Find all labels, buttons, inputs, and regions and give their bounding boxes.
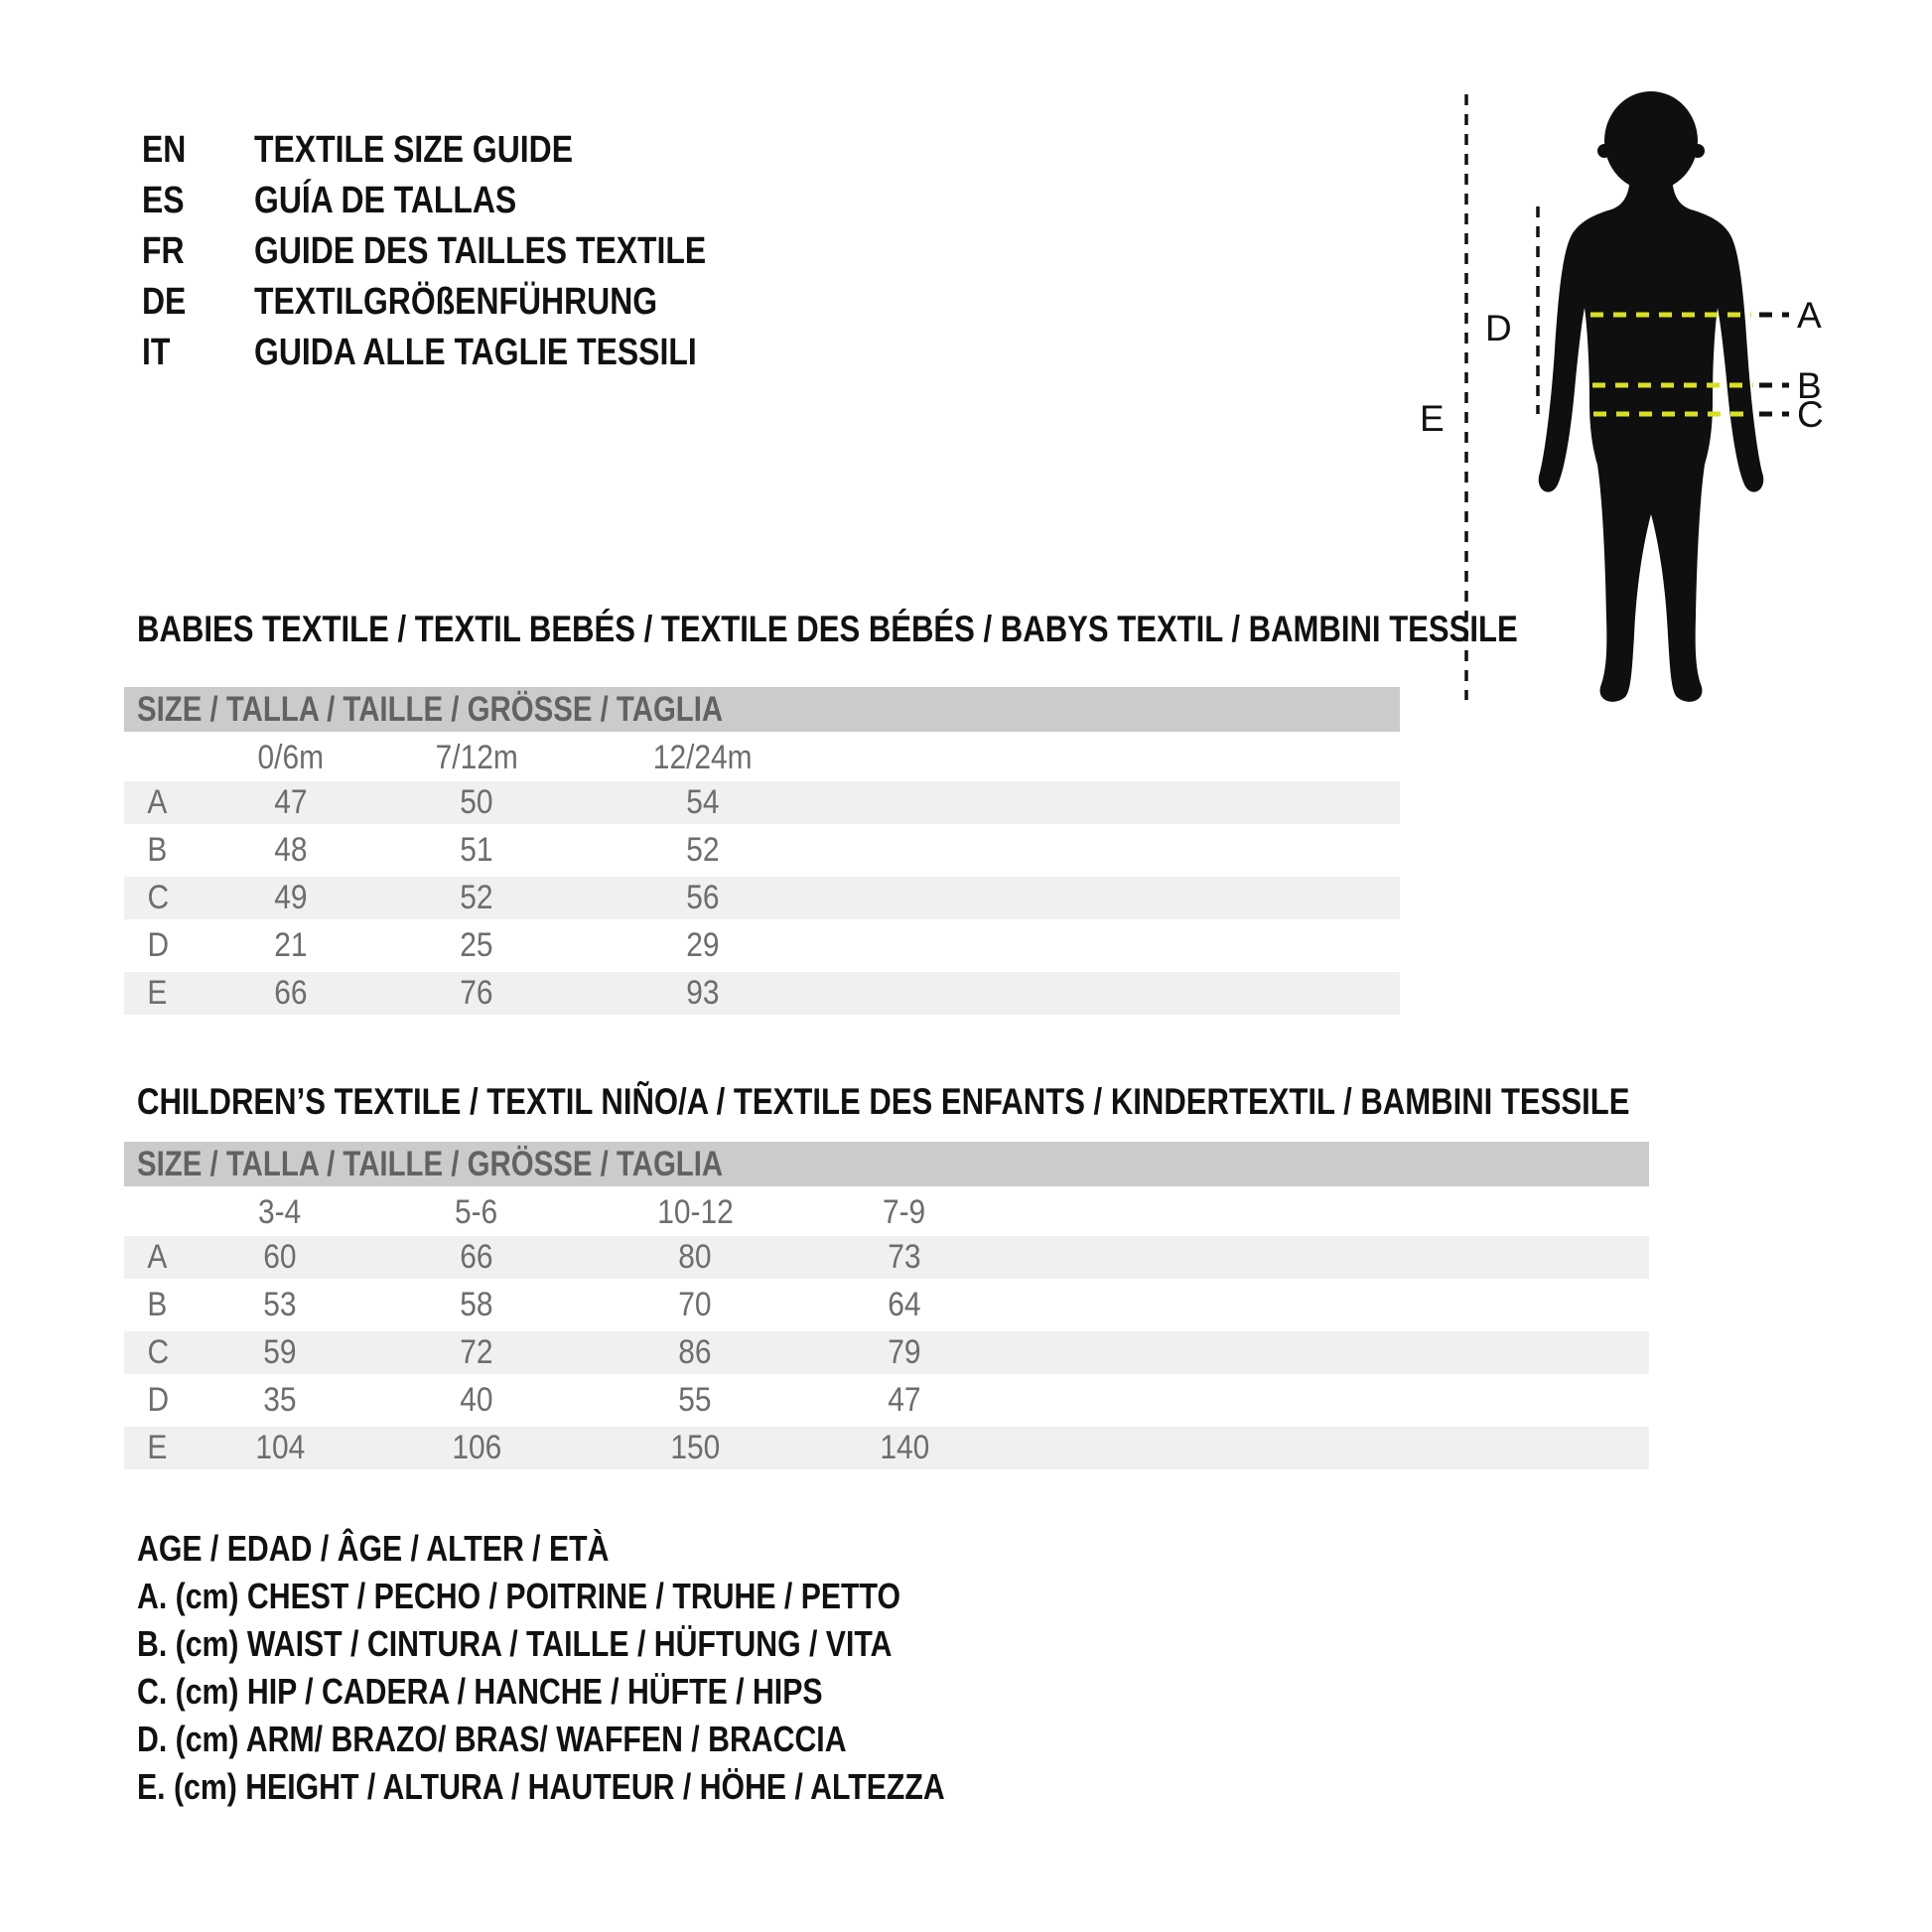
row-label: A <box>147 783 168 821</box>
cell-value: 140 <box>880 1429 929 1466</box>
cell-value: 73 <box>888 1238 921 1276</box>
cell-value: 86 <box>678 1333 712 1371</box>
language-label: GUIDA ALLE TAGLIE TESSILI <box>254 332 697 373</box>
figure-label-c: C <box>1797 394 1824 435</box>
measurement-legend <box>137 1525 1099 1811</box>
column-header: 12/24m <box>653 738 753 776</box>
cell-value: 47 <box>888 1381 921 1419</box>
language-row <box>142 125 792 176</box>
row-label: B <box>147 1286 168 1323</box>
babies-column-headers <box>124 734 1400 781</box>
cell-value: 29 <box>686 926 720 964</box>
cell-value: 66 <box>274 974 308 1012</box>
cell-value: 72 <box>460 1333 493 1371</box>
row-label: E <box>147 974 168 1012</box>
cell-value: 53 <box>263 1286 297 1323</box>
cell-value: 66 <box>460 1238 493 1276</box>
legend-line-age: AGE / EDAD / ÂGE / ALTER / ETÀ <box>137 1528 610 1569</box>
cell-value: 80 <box>678 1238 712 1276</box>
children-size-header-bar: SIZE / TALLA / TAILLE / GRÖSSE / TAGLIA <box>124 1142 1649 1186</box>
cell-value: 52 <box>686 831 720 869</box>
cell-value: 48 <box>274 831 308 869</box>
cell-value: 70 <box>678 1286 712 1323</box>
babies-table-row <box>124 924 1400 967</box>
cell-value: 93 <box>686 974 720 1012</box>
column-header: 7-9 <box>883 1192 926 1231</box>
cell-value: 106 <box>452 1429 501 1466</box>
column-header: 0/6m <box>257 738 325 776</box>
babies-size-header-bar: SIZE / TALLA / TAILLE / GRÖSSE / TAGLIA <box>124 687 1400 732</box>
children-table-row <box>124 1331 1649 1374</box>
cell-value: 47 <box>274 783 308 821</box>
cell-value: 55 <box>678 1381 712 1419</box>
row-label: D <box>147 926 170 964</box>
children-table-row <box>124 1427 1649 1469</box>
cell-value: 104 <box>255 1429 305 1466</box>
language-code: EN <box>142 129 187 171</box>
cell-value: 58 <box>460 1286 493 1323</box>
column-header: 7/12m <box>435 738 518 776</box>
legend-line-hip: C. (cm) HIP / CADERA / HANCHE / HÜFTE / HIPS <box>137 1671 823 1712</box>
cell-value: 59 <box>263 1333 297 1371</box>
babies-table-row <box>124 972 1400 1015</box>
figure-label-b: B <box>1797 365 1822 406</box>
row-label: E <box>147 1429 168 1466</box>
figure-label-e: E <box>1420 398 1445 439</box>
language-label: GUÍA DE TALLAS <box>254 180 517 221</box>
cell-value: 64 <box>888 1286 921 1323</box>
cell-value: 49 <box>274 879 308 916</box>
language-row <box>142 226 792 277</box>
cell-value: 150 <box>670 1429 720 1466</box>
legend-line-chest: A. (cm) CHEST / PECHO / POITRINE / TRUHE / PETTO <box>137 1576 900 1616</box>
figure-label-d: D <box>1485 308 1512 348</box>
babies-table-row <box>124 877 1400 919</box>
language-row <box>142 328 792 378</box>
cell-value: 51 <box>460 831 493 869</box>
cell-value: 76 <box>460 974 493 1012</box>
babies-table-row <box>124 781 1400 824</box>
legend-line-arm: D. (cm) ARM/ BRAZO/ BRAS/ WAFFEN / BRACCIA <box>137 1719 847 1759</box>
language-row <box>142 277 792 328</box>
language-code: ES <box>142 180 185 221</box>
language-row <box>142 176 792 226</box>
children-column-headers <box>124 1188 1649 1236</box>
babies-size-table <box>124 687 1400 1020</box>
legend-line-waist: B. (cm) WAIST / CINTURA / TAILLE / HÜFTUNG / VITA <box>137 1623 893 1664</box>
row-label: B <box>147 831 168 869</box>
cell-value: 54 <box>686 783 720 821</box>
column-header: 3-4 <box>258 1192 302 1231</box>
column-header-empty <box>124 1188 202 1236</box>
babies-table-row <box>124 829 1400 872</box>
language-label: GUIDE DES TAILLES TEXTILE <box>254 230 707 272</box>
row-label: C <box>147 1333 170 1371</box>
babies-section-title: BABIES TEXTILE / TEXTIL BEBÉS / TEXTILE DES BÉBÉS / BABYS TEXTIL / BAMBINI TESSILE <box>137 609 1518 649</box>
cell-value: 56 <box>686 879 720 916</box>
children-size-table <box>124 1142 1649 1474</box>
column-header: 5-6 <box>455 1192 498 1231</box>
figure-label-a: A <box>1797 295 1822 336</box>
cell-value: 35 <box>263 1381 297 1419</box>
cell-value: 40 <box>460 1381 493 1419</box>
row-label: C <box>147 879 170 916</box>
cell-value: 21 <box>274 926 308 964</box>
legend-line-height: E. (cm) HEIGHT / ALTURA / HAUTEUR / HÖHE / ALTEZZA <box>137 1766 945 1807</box>
children-table-row <box>124 1284 1649 1326</box>
language-code: FR <box>142 230 185 272</box>
cell-value: 50 <box>460 783 493 821</box>
language-label: TEXTILE SIZE GUIDE <box>254 129 574 171</box>
column-header-empty <box>124 734 207 781</box>
language-label: TEXTILGRÖßENFÜHRUNG <box>254 281 658 323</box>
column-header: 10-12 <box>656 1192 734 1231</box>
children-table-row <box>124 1236 1649 1279</box>
children-section-title: CHILDREN’S TEXTILE / TEXTIL NIÑO/A / TEXTILE DES ENFANTS / KINDERTEXTIL / BAMBINI TESSILE <box>137 1081 1630 1122</box>
language-header <box>142 125 792 378</box>
language-code: IT <box>142 332 171 373</box>
cell-value: 25 <box>460 926 493 964</box>
row-label: D <box>147 1381 170 1419</box>
cell-value: 52 <box>460 879 493 916</box>
children-table-row <box>124 1379 1649 1422</box>
cell-value: 60 <box>263 1238 297 1276</box>
row-label: A <box>147 1238 168 1276</box>
language-code: DE <box>142 281 187 323</box>
cell-value: 79 <box>888 1333 921 1371</box>
